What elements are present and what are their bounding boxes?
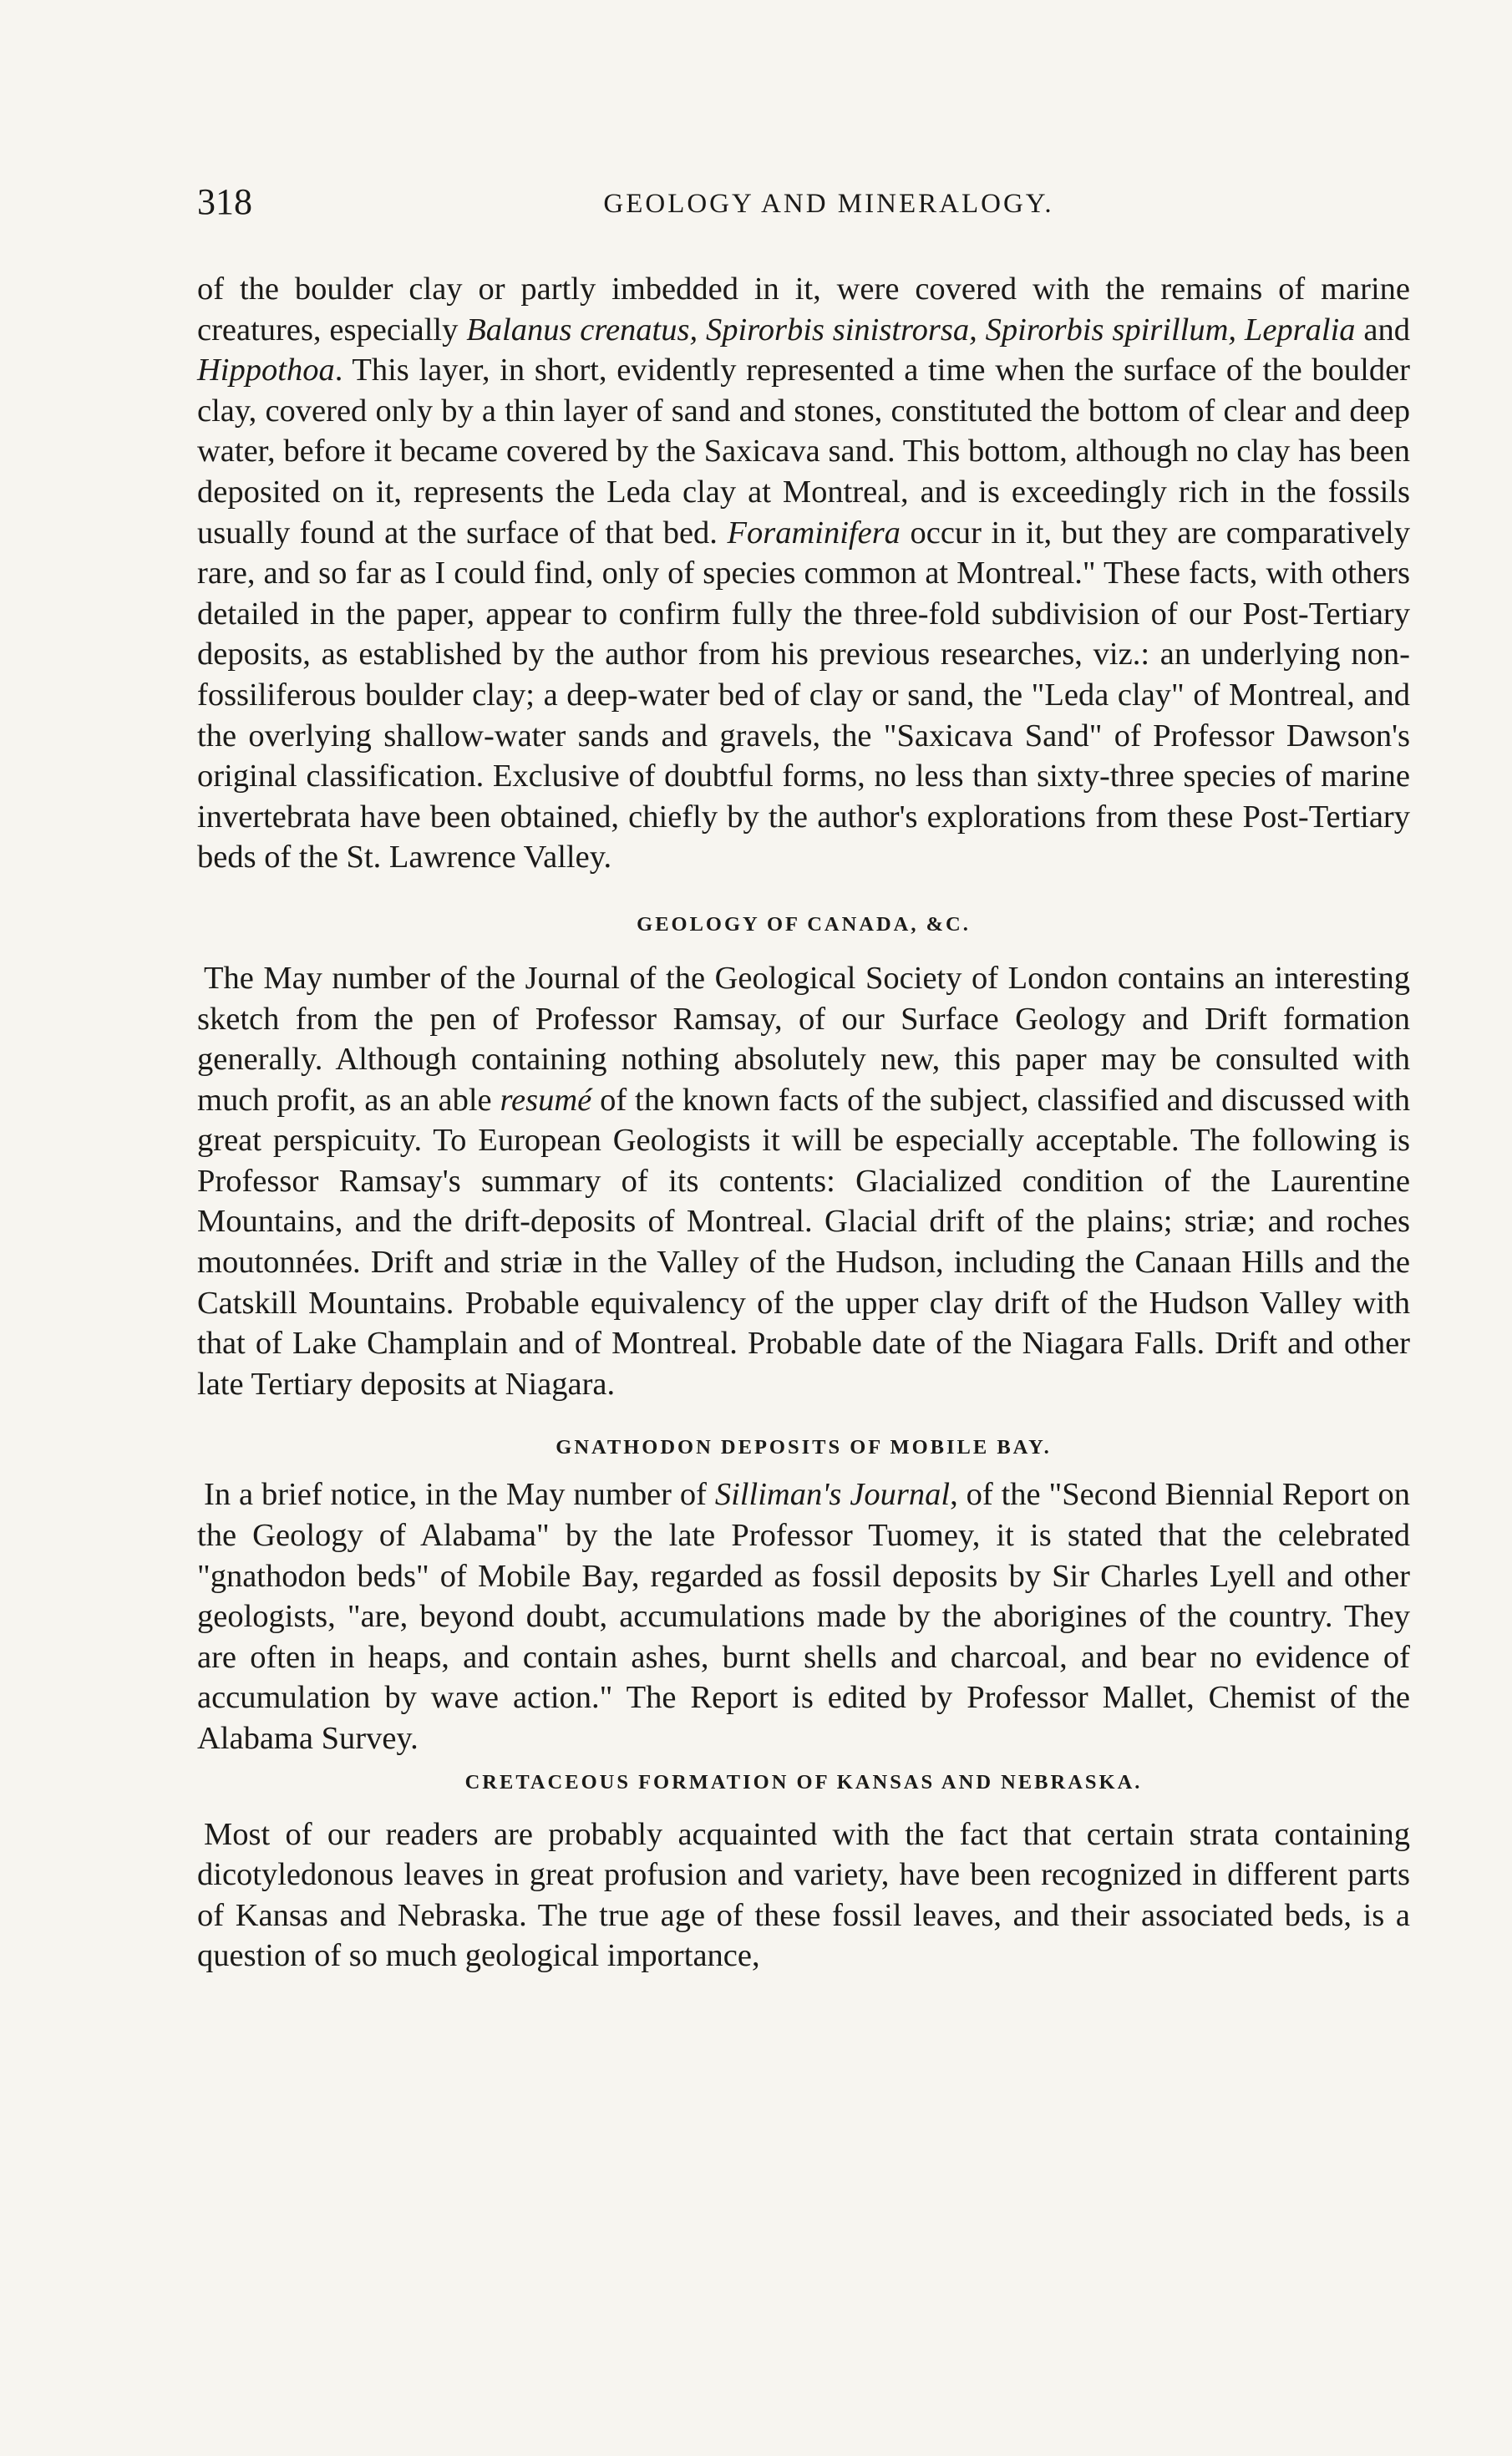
running-head	[197, 179, 1410, 229]
section-heading-cretaceous-formation: CRETACEOUS FORMATION OF KANSAS AND NEBRASKA.	[464, 1770, 1143, 1794]
italic-term: resumé	[500, 1082, 592, 1118]
text-run: The May number of the Journal of the Geological Society of London contains an interesting sketch from the pen of Professor Ramsay, of our Surface Geology and Drift formation generally. Although containing nothing absolutely new, this paper may be consulted with much profit, as an able	[197, 960, 1410, 1118]
paragraph-continued	[197, 269, 1410, 878]
text-run: , of the "Second Biennial Report on the Geology of Alabama" by the late Professor Tuomey, it is stated that the celebrated "gnathodon beds" of Mobile Bay, regarded as fossil deposits by Sir Charles Lyell and other geologists, "are, beyond doubt, accumulations made by the aborigines of the country. They are often in heaps, and contain ashes, burnt shells and charcoal, and bear no evidence of accumulation by wave action." The Report is edited by Professor Mallet, Chemist of the Alabama Survey.	[197, 1477, 1411, 1756]
text-run: . This layer, in short, evidently represented a time when the surface of the boulder clay, covered only by a thin layer of sand and stones, constituted the bottom of clear and deep water, before it became covered by the Saxicava sand. This bottom, although no clay has been deposited on it, represents the Leda clay at Montreal, and is exceedingly rich in the fossils usually found at the surface of that bed.	[197, 353, 1410, 551]
text-run: of the boulder clay or partly imbedded in it, were covered with the remains of marine creatures, especially	[197, 271, 1410, 348]
section-heading-geology-of-canada: GEOLOGY OF CANADA, &C.	[637, 912, 971, 936]
text-run: In a brief notice, in the May number of	[204, 1477, 715, 1513]
italic-term: Foraminifera	[727, 515, 901, 551]
section-heading-gnathodon-deposits: GNATHODON DEPOSITS OF MOBILE BAY.	[556, 1436, 1052, 1459]
running-title: GEOLOGY AND MINERALOGY.	[603, 189, 1054, 219]
italic-term: Balanus crenatus, Spirorbis sinistrorsa, Spirorbis spirillum, Lepralia	[466, 312, 1356, 348]
paragraph-gnathodon-deposits	[197, 1474, 1410, 1758]
text-run: and	[1355, 312, 1411, 348]
paragraph-cretaceous-formation	[197, 1814, 1410, 1976]
italic-term: Hippothoa	[197, 353, 335, 388]
italic-term: Silliman's Journal	[714, 1477, 951, 1513]
page-number: 318	[197, 181, 252, 222]
paragraph-geology-of-canada	[197, 958, 1410, 1405]
text-run: Most of our readers are probably acquainted with the fact that certain strata containing dicotyledonous leaves in great profusion and variety, have been recognized in different parts of Kansas and Nebraska. The true age of these fossil leaves, and their associated beds, is a question of so much geological importance,	[197, 1816, 1410, 1974]
text-run: of the known facts of the subject, classified and discussed with great perspicuity. To European Geologists it will be especially acceptable. The following is Professor Ramsay's summary of its contents: Glacialized condition of the Laurentine Mountains, and the drift-deposits of Montreal. Glacial drift of the plains; striæ; and roches moutonnées. Drift and striæ in the Valley of the Hudson, including the Canaan Hills and the Catskill Mountains. Probable equivalency of the upper clay drift of the Hudson Valley with that of Lake Champlain and of Montreal. Probable date of the Niagara Falls. Drift and other late Tertiary deposits at Niagara.	[197, 1082, 1410, 1402]
text-run: occur in it, but they are comparatively rare, and so far as I could find, only of species common at Montreal." These facts, with others detailed in the paper, appear to confirm fully the three-fold subdivision of our Post-Tertiary deposits, as established by the author from his previous researches, viz.: an underlying non-fossiliferous boulder clay; a deep-water bed of clay or sand, the "Leda clay" of Montreal, and the overlying shallow-water sands and gravels, the "Saxicava Sand" of Professor Dawson's original classification. Exclusive of doubtful forms, no less than sixty-three species of marine invertebrata have been obtained, chiefly by the author's explorations from these Post-Tertiary beds of the St. Lawrence Valley.	[197, 515, 1410, 875]
body-text	[197, 269, 1410, 1976]
